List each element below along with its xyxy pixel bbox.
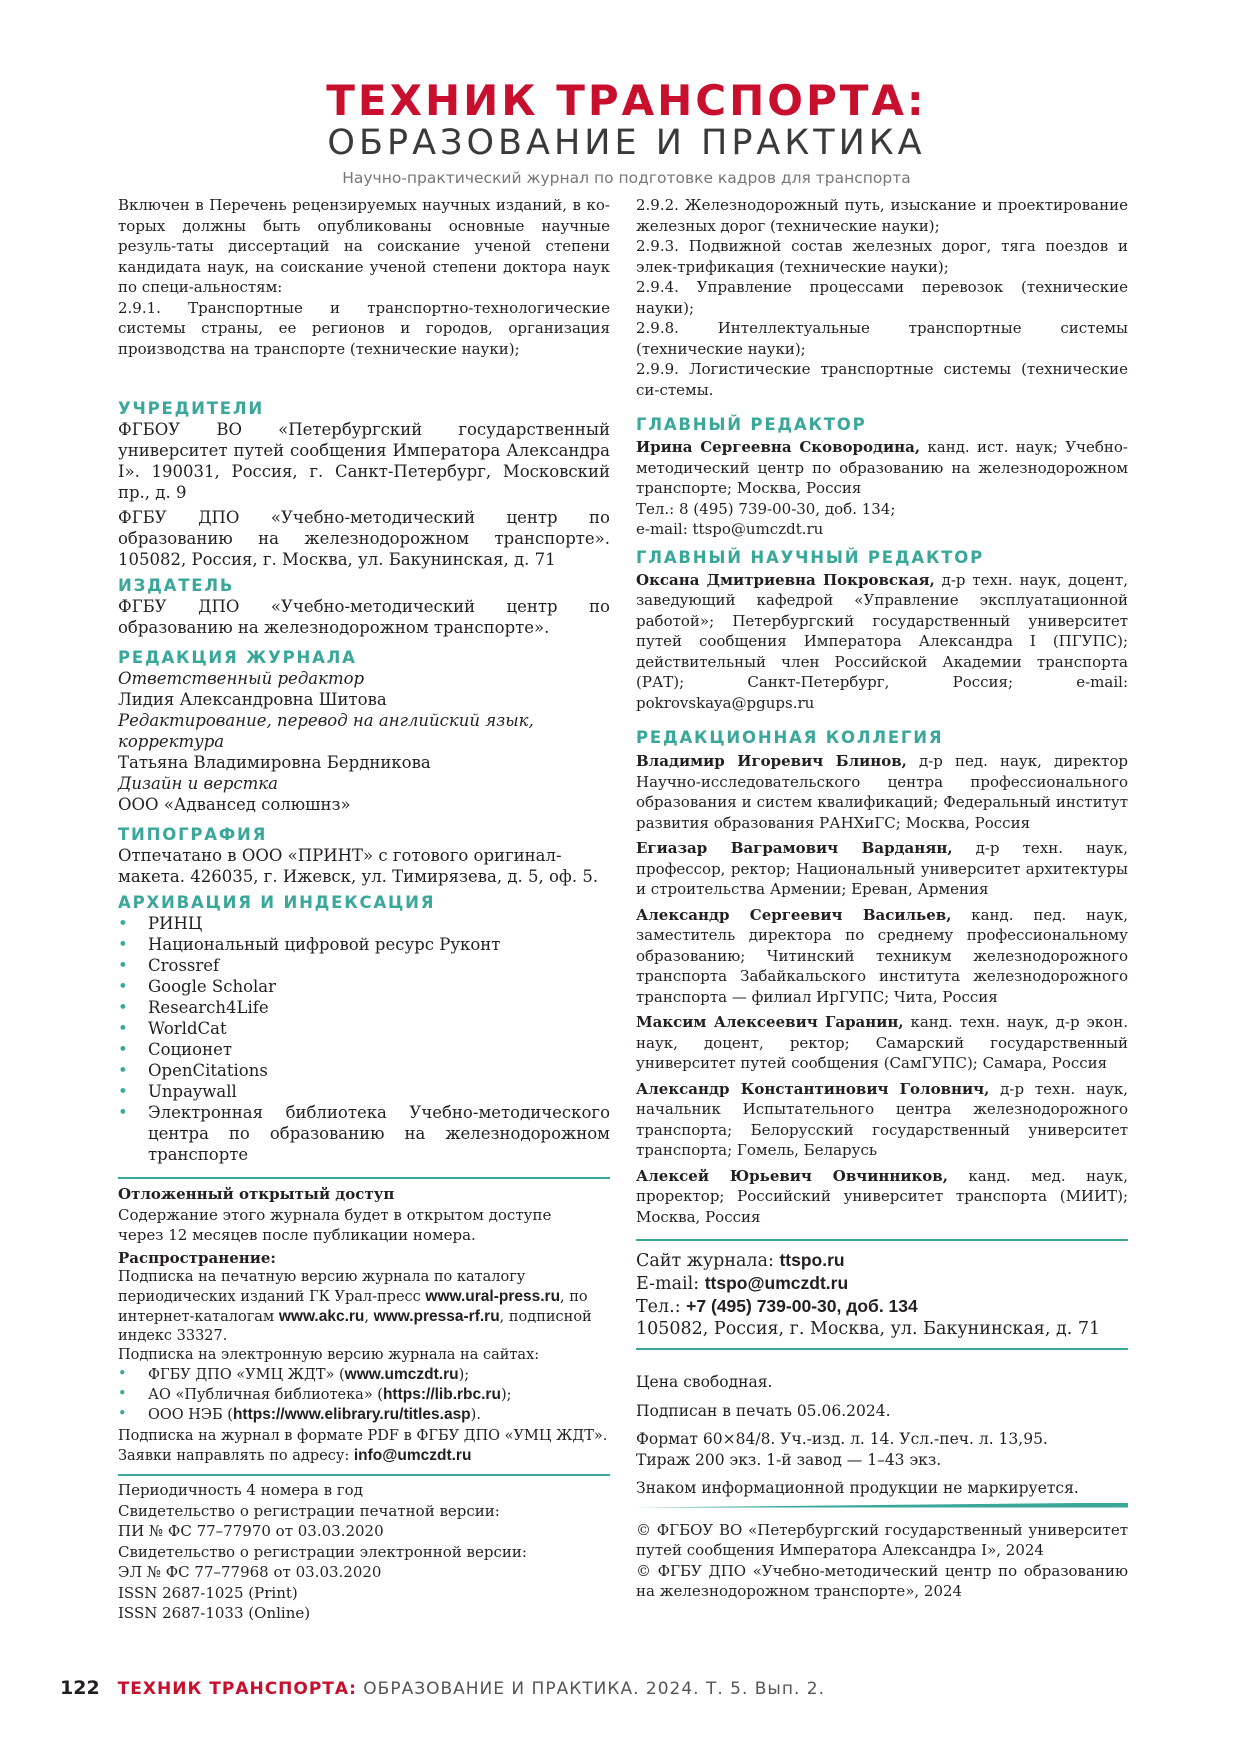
intro-item: 2.9.8. Интеллектуальные транспортные системы (технические науки); (636, 319, 1128, 358)
list-item: • OpenCitations (118, 1060, 610, 1081)
list-item: • Research4Life (118, 997, 610, 1018)
link[interactable]: www.ural-press.ru (425, 1288, 561, 1305)
link[interactable]: www.akc.ru (278, 1308, 365, 1325)
copyright-line: © ФГБОУ ВО «Петербургский государственный университет путей сообщения Императора Александра I», 2024 (636, 1520, 1128, 1559)
divider (636, 1239, 1128, 1241)
periodicity: Периодичность 4 номера в год (118, 1481, 363, 1499)
founder-item: ФГБУ ДПО «Учебно-методический центр по образованию на железнодорожном транспорте». 105082, Россия, г. Москва, ул. Бакунинская, д. 71 (118, 508, 610, 569)
role-label: Дизайн и верстка (118, 774, 278, 793)
list-item: • Национальный цифровой ресурс Руконт (118, 934, 610, 955)
indexing-heading: АРХИВАЦИЯ И ИНДЕКСАЦИЯ (118, 893, 436, 912)
link[interactable]: www.pressa-rf.ru (373, 1308, 500, 1325)
contacts (636, 1249, 1128, 1340)
printing-text: Отпечатано в ООО «ПРИНТ» с готового оригинал-макета. 426035, г. Ижевск, ул. Тимирязева, д. 5, оф. 5. (118, 846, 599, 886)
issn-online: ISSN 2687-1033 (Online) (118, 1604, 311, 1622)
journal-tagline: Научно-практический журнал по подготовке кадров для транспорта (342, 169, 911, 187)
signed: Подписан в печать 05.06.2024. (636, 1401, 891, 1420)
email-link[interactable]: ttspo@umczdt.ru (704, 1273, 849, 1293)
access-heading: Отложенный открытый доступ (118, 1185, 395, 1203)
divider (636, 1348, 1128, 1350)
page-number: 122 (60, 1677, 100, 1699)
board-member: Александр Константинович Головнич, д-р техн. наук, начальник Испытательного центра железнодорожного транспорта; Белорусский государственный университет транспорта; Гомель, Беларусь (636, 1079, 1128, 1159)
journal-title: ТЕХНИК ТРАНСПОРТА: (326, 76, 927, 125)
distribution-electronic: Подписка на электронную версию журнала на сайтах: (118, 1347, 540, 1363)
access-text: Содержание этого журнала будет в открытом доступе через 12 месяцев после публикации номера. (118, 1205, 552, 1244)
intro-item: 2.9.4. Управление процессами перевозок (технические науки); (636, 278, 1128, 317)
left-column (118, 195, 610, 1624)
marking: Знаком информационной продукции не маркируется. (636, 1479, 1079, 1497)
board-member: Егиазар Ваграмович Варданян, д-р техн. наук, профессор, ректор; Национальный университет архитектуры и строительства Армении; Ереван, Армения (636, 839, 1128, 898)
distribution-heading: Распространение: (118, 1248, 276, 1267)
board-heading: РЕДАКЦИОННАЯ КОЛЛЕГИЯ (636, 728, 944, 747)
science-editor-heading: ГЛАВНЫЙ НАУЧНЫЙ РЕДАКТОР (636, 547, 985, 567)
footer-issue: ОБРАЗОВАНИЕ И ПРАКТИКА. 2024. Т. 5. Вып. 2. (356, 1679, 825, 1699)
email-line: E-mail: ttspo@umczdt.ru (636, 1273, 849, 1294)
copyright-line: © ФГБУ ДПО «Учебно-методический центр по образованию на железнодорожном транспорте», 2024 (636, 1561, 1128, 1600)
intro-item: 2.9.3. Подвижной состав железных дорог, тяга поездов и элек-трификация (технические науки); (636, 237, 1128, 276)
address: 105082, Россия, г. Москва, ул. Бакунинская, д. 71 (636, 1319, 1101, 1339)
role-label: Редактирование, перевод на английский язык, корректура (118, 711, 534, 751)
list-item: • Unpaywall (118, 1081, 610, 1102)
list-item: • АО «Публичная библиотека» (https://lib.rbc.ru); (118, 1385, 610, 1405)
list-item: • ООО НЭБ (https://www.elibrary.ru/titles.asp). (118, 1405, 610, 1425)
e-reg-label: Свидетельство о регистрации электронной версии: (118, 1542, 527, 1561)
chief-editor-email: e-mail: ttspo@umczdt.ru (636, 520, 824, 538)
list-item: • Электронная библиотека Учебно-методического центра по образованию на железнодорожном транспорте (118, 1102, 610, 1165)
divider (636, 1503, 1128, 1508)
link[interactable]: https://lib.rbc.ru (382, 1386, 501, 1403)
intro-item: 2.9.9. Логистические транспортные системы (технические си-стемы. (636, 360, 1128, 399)
format: Формат 60×84/8. Уч.-изд. л. 14. Усл.-печ. л. 13,95. (636, 1430, 1048, 1448)
list-item: • WorldCat (118, 1018, 610, 1039)
science-editor: Оксана Дмитриевна Покровская, д-р техн. наук, доцент, заведующий кафедрой «Управление эксплуатационной работой»; Петербургский государственный университет путей сообщения Императора Александра I (ПГУПС); действительный член Российской Академии транспорта (РАТ); Санкт-Петербург, Россия; e-mail: pokrovskaya@pgups.ru (636, 570, 1128, 712)
masthead (0, 78, 1241, 188)
board-member: Алексей Юрьевич Овчинников, канд. мед. наук, проректор; Российский университет транспорта (МИИТ); Москва, Россия (636, 1166, 1128, 1226)
list-item: • РИНЦ (118, 913, 610, 934)
list-item: • Google Scholar (118, 976, 610, 997)
distribution-pdf: Подписка на журнал в формате PDF в ФГБУ ДПО «УМЦ ЖДТ». Заявки направлять по адресу: info@umczdt.ru (118, 1428, 608, 1464)
link[interactable]: https://www.elibrary.ru/titles.asp (232, 1406, 471, 1423)
printing-heading: ТИПОГРАФИЯ (118, 825, 268, 844)
editorial-office-heading: РЕДАКЦИЯ ЖУРНАЛА (118, 648, 357, 667)
indexing-list (118, 913, 610, 1165)
chief-editor-heading: ГЛАВНЫЙ РЕДАКТОР (636, 415, 867, 434)
chief-editor-phone: Тел.: 8 (495) 739-00-30, доб. 134; (636, 499, 896, 518)
founders-heading: УЧРЕДИТЕЛИ (118, 399, 264, 418)
publisher-text: ФГБУ ДПО «Учебно-методический центр по образованию на железнодорожном транспорте». (118, 597, 610, 637)
intro-item: 2.9.1. Транспортные и транспортно-технологические системы страны, ее регионов и городов, организация производства на транспорте (технические науки); (118, 298, 610, 358)
role-name: Лидия Александровна Шитова (118, 690, 387, 709)
list-item: • Crossref (118, 955, 610, 976)
print-reg-label: Свидетельство о регистрации печатной версии: (118, 1501, 500, 1520)
circulation: Тираж 200 экз. 1-й завод — 1–43 экз. (636, 1450, 942, 1469)
intro-text: Включен в Перечень рецензируемых научных изданий, в ко-торых должны быть опубликованы основные научные резуль-таты диссертаций на соискание ученой степени кандидата наук, на соискание ученой степени доктора наук по специ-альностям: (118, 196, 610, 296)
chief-editor: Ирина Сергеевна Сковородина, канд. ист. наук; Учебно-методический центр по образованию на железнодорожном транспорте; Москва, Россия (636, 438, 1128, 497)
email-link[interactable]: info@umczdt.ru (353, 1447, 472, 1464)
list-item: • ФГБУ ДПО «УМЦ ЖДТ» (www.umczdt.ru); (118, 1365, 610, 1385)
divider (118, 1177, 610, 1179)
issn-print: ISSN 2687-1025 (Print) (118, 1583, 298, 1602)
price: Цена свободная. (636, 1373, 773, 1391)
role-name: ООО «Адвансед солюшнз» (118, 795, 351, 814)
divider (118, 1474, 610, 1476)
publisher-heading: ИЗДАТЕЛЬ (118, 576, 235, 595)
link[interactable]: www.umczdt.ru (344, 1366, 459, 1383)
site-link[interactable]: ttspo.ru (779, 1250, 845, 1270)
role-name: Татьяна Владимировна Бердникова (118, 753, 431, 772)
founder-item: ФГБОУ ВО «Петербургский государственный университет путей сообщения Императора Александра I». 190031, Россия, г. Санкт-Петербург, Московский пр., д. 9 (118, 420, 610, 502)
phone-number: +7 (495) 739-00-30, доб. 134 (686, 1296, 918, 1316)
board-member: Максим Алексеевич Гаранин, канд. техн. наук, д-р экон. наук, доцент, ректор; Самарский государственный университет путей сообщения (СамГУПС); Самара, Россия (636, 1013, 1128, 1072)
sites-list (118, 1365, 610, 1425)
role-label: Ответственный редактор (118, 669, 365, 688)
e-reg: ЭЛ № ФС 77–77968 от 03.03.2020 (118, 1563, 382, 1581)
page-footer (60, 1677, 825, 1700)
journal-subtitle: ОБРАЗОВАНИЕ И ПРАКТИКА (327, 123, 926, 163)
right-column (636, 195, 1128, 1602)
board-member: Владимир Игоревич Блинов, д-р пед. наук, директор Научно-исследовательского центра профессионального образования и систем квалификаций; Федеральный институт развития образования РАНХиГС; Москва, Россия (636, 752, 1128, 832)
site-line: Сайт журнала: ttspo.ru (636, 1250, 845, 1271)
intro-item: 2.9.2. Железнодорожный путь, изыскание и проектирование железных дорог (технические науки); (636, 196, 1128, 235)
board-member: Александр Сергеевич Васильев, канд. пед. наук, заместитель директора по среднему профессиональному образованию; Читинский техникум железнодорожного транспорта Забайкальского института железнодорожного транспорта — филиал ИрГУПС; Чита, Россия (636, 905, 1128, 1006)
phone-line: Тел.: +7 (495) 739-00-30, доб. 134 (636, 1296, 918, 1317)
print-reg: ПИ № ФС 77–77970 от 03.03.2020 (118, 1522, 384, 1540)
footer-journal: ТЕХНИК ТРАНСПОРТА: (117, 1679, 357, 1699)
distribution-print: Подписка на печатную версию журнала по каталогу периодических изданий ГК Урал-пресс www.ural-press.ru, по интернет-каталогам www.akc.ru, www.pressa-rf.ru, подписной индекс 33327. (118, 1269, 592, 1344)
list-item: • Соционет (118, 1039, 610, 1060)
